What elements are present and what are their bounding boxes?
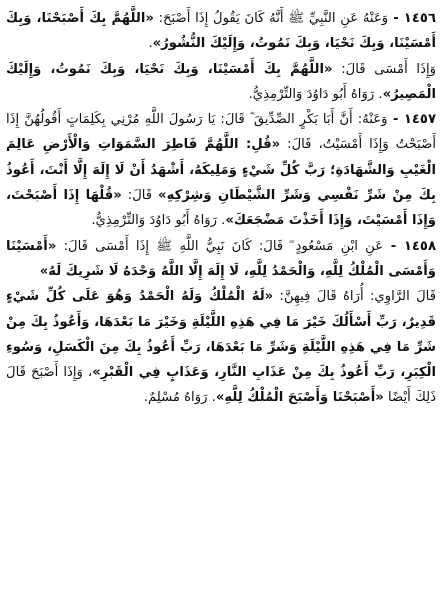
hadith-quote: «أَصْبَحْنَا وَأَصْبَحَ الْمُلْكُ لِلَّهِ» — [215, 390, 384, 406]
hadith-number: ١٤٥٨ - — [383, 238, 437, 254]
hadith-quote: «قُلِ: اللَّهُمَّ فَاطِرَ السَّمَوَاتِ وَالْأَرْضِ عَالِمَ الْغَيْبِ وَالشَّهَادَةِ؛ رَبَّ كُلِّ شَيْءٍ وَمَلِيكَهُ، أَشْهَدُ أَنْ لَا إِلَهَ إِلَّا أَنْتَ، أَعُوذُ بِكَ مِنْ شَرِّ نَفْسِي وَشَرِّ الشَّيْطَانِ وَشِرْكِهِ» — [6, 137, 436, 204]
hadith-text: وَعَنْهُ: أَنَّ أَبَا بَكْرٍ الصِّدِّيقَ ؓ قَالَ: يَا رَسُولَ اللَّهِ مُرْنِي بِكَلِمَاتٍ أَقُولُهُنَّ إِذَا أَصْبَحْتُ وَإِذَا أَمْسَيْتُ، قَالَ: — [6, 112, 436, 153]
hadith-1457 — [6, 107, 436, 233]
hadith-quote: «لَهُ الْمُلْكُ وَلَهُ الْحَمْدُ وَهُوَ عَلَى كُلِّ شَيْءٍ قَدِيرٌ، رَبِّ أَسْأَلُكَ خَيْرَ مَا فِي هَذِهِ اللَّيْلَةِ وَخَيْرَ مَا بَعْدَهَا، وَأَعُوذُ بِكَ مِنْ شَرِّ مَا فِي هَذِهِ اللَّيْلَةِ وَشَرِّ مَا بَعْدَهَا، رَبِّ أَعُوذُ بِكَ مِنَ الْكَسَلِ، وَسُوءِ الْكِبَرِ، رَبِّ أَعُوذُ بِكَ مِنْ عَذَابِ النَّارِ، وَعَذَابٍ فِي الْقَبْرِ» — [6, 289, 436, 381]
hadith-1456-paragraph-2 — [6, 57, 436, 108]
hadith-text: قَالَ: — [121, 188, 159, 204]
hadith-number: ١٤٥٧ - — [387, 112, 437, 128]
hadith-quote: «أَمْسَيْنَا وَأَمْسَى الْمُلْكُ لِلَّهِ، وَالْحَمْدُ لِلَّهِ، لَا إِلَهَ إِلَّا اللَّهُ وَحْدَهُ لَا شَرِيكَ لَهُ» — [6, 238, 436, 279]
hadith-text: وَعَنْهُ عَنِ النَّبِيِّ ﷺ أَنَّهُ كَانَ يَقُولُ إِذَا أَصْبَحَ: — [153, 11, 389, 26]
hadith-text: عَنِ ابْنِ مَسْعُودٍ ؓ قَالَ: كَانَ نَبِيُّ اللَّهِ ﷺ إِذَا أَمْسَى قَالَ: — [56, 238, 384, 254]
hadith-1456 — [6, 6, 436, 107]
hadith-source: . رَوَاهُ مُسْلِمٌ. — [143, 390, 216, 406]
hadith-1456-paragraph-1 — [6, 6, 436, 57]
hadith-1457-paragraph-1 — [6, 107, 436, 233]
hadith-text: وَإِذَا أَمْسَى قَالَ: — [332, 61, 436, 77]
hadith-quote: «قُلْهَا إِذَا أَصْبَحْتَ، وَإِذَا أَمْسَيْتَ، وَإِذَا أَخَذْتَ مَضْجَعَكَ» — [6, 188, 436, 229]
hadith-quote: «اللَّهُمَّ بِكَ أَصْبَحْنَا، وَبِكَ أَمْسَيْنَا، وَبِكَ نَحْيَا، وَبِكَ نَمُوتُ، وَإِلَيْكَ النُّشُورُ» — [6, 11, 436, 52]
hadith-1458-paragraph-2 — [6, 284, 436, 410]
hadith-1458 — [6, 234, 436, 411]
hadith-text: قَالَ الرَّاوِي: أُرَاهُ قَالَ فِيهِنَّ: — [273, 289, 436, 305]
hadith-text: . — [148, 36, 153, 52]
hadith-source: . رَوَاهُ أَبُو دَاوُدَ وَالتِّرْمِذِيُّ. — [248, 86, 383, 102]
hadith-source: . رَوَاهُ أَبُو دَاوُدَ وَالتِّرْمِذِيُّ. — [91, 213, 226, 229]
hadith-quote: «اللَّهُمَّ بِكَ أَمْسَيْنَا، وَبِكَ نَحْيَا، وَبِكَ نَمُوتُ، وَإِلَيْكَ الْمَصِيرُ» — [6, 61, 436, 102]
hadith-text: ، وَإِذَا أَصْبَحَ قَالَ ذَلِكَ أَيْضًا — [6, 365, 436, 406]
hadith-1458-paragraph-1 — [6, 234, 436, 285]
hadith-number: ١٤٥٦ - — [388, 11, 436, 26]
